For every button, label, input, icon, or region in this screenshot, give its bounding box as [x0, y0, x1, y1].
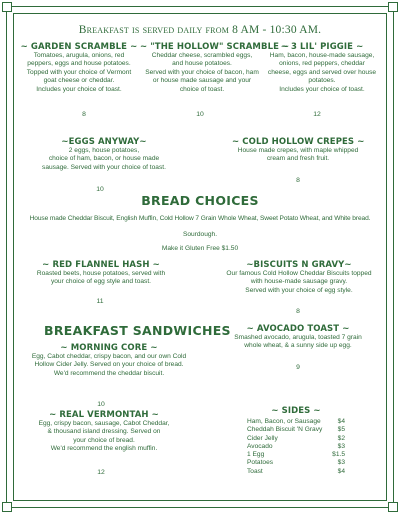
item-price: 11	[96, 298, 104, 305]
item-price: 10	[96, 186, 104, 193]
menu-item-avocado-toast	[224, 324, 372, 351]
item-price: 12	[313, 111, 321, 118]
item-description: House made crepes, with maple whipped cream and fresh fruit.	[237, 147, 359, 163]
item-description: Smashed avocado, arugula, toasted 7 grain whole wheat, & a sunny side up egg.	[234, 334, 362, 350]
menu-item-lil-piggie	[264, 42, 380, 94]
item-title: ~ RED FLANNEL HASH ~	[42, 260, 160, 270]
item-title: ~EGGS ANYWAY~	[61, 137, 147, 147]
bread-choices-sourdough: Sourdough.	[182, 231, 218, 238]
menu-item-biscuits-n-gravy	[220, 260, 378, 295]
bread-choices-heading: BREAD CHOICES	[141, 193, 259, 208]
item-price: 8	[82, 111, 86, 118]
item-description: Tomatoes, arugula, onions, red peppers, eggs and house potatoes. Topped with your choice of Vermont goat cheese or cheddar. Includes your choice of toast.	[26, 52, 132, 93]
menu-item-morning-core	[26, 343, 192, 378]
corner-ornament	[388, 502, 398, 512]
menu-item-red-flannel-hash	[26, 260, 176, 287]
breakfast-sandwiches-heading: BREAKFAST SANDWICHES	[44, 323, 231, 338]
item-description: Our famous Cold Hollow Cheddar Biscuits topped with house-made sausage gravy. Served with your choice of egg style.	[226, 270, 372, 294]
item-price: 9	[296, 364, 300, 371]
item-description: Cheddar cheese, scrambled eggs, and house potatoes. Served with your choice of bacon, ham or house made sausage and your choice of toast.	[145, 52, 259, 93]
item-description: Ham, bacon, house-made sausage, onions, red peppers, cheddar cheese, eggs and served over house potatoes. Includes your choice of toast.	[267, 52, 377, 93]
item-title: ~BISCUITS N GRAVY~	[246, 260, 352, 270]
item-title: ~ COLD HOLLOW CREPES ~	[232, 137, 365, 147]
corner-ornament	[2, 2, 12, 12]
menu-item-hollow-scramble	[140, 42, 290, 94]
list-item: Ham, Bacon, or Sausage $4	[247, 418, 345, 425]
item-description: 2 eggs, house potatoes, choice of ham, bacon, or house made sausage. Served with your choice of toast.	[42, 147, 166, 171]
item-price: 10	[196, 111, 204, 118]
list-item: Cider Jelly $2	[247, 434, 345, 442]
bread-choices-list: House made Cheddar Biscuit, English Muffin, Cold Hollow 7 Grain Whole Wheat, Sweet Potato Wheat, and White bread.	[29, 215, 371, 222]
list-item: Cheddah Biscuit 'N Gravy $5	[247, 426, 345, 434]
menu-item-cold-hollow-crepes	[232, 137, 364, 164]
item-price: 12	[97, 469, 105, 476]
list-item: Potatoes $3	[247, 459, 345, 467]
item-price: 8	[296, 177, 300, 184]
list-item: Avocado $3	[247, 442, 345, 450]
item-description: Egg, crispy bacon, sausage, Cabot Cheddar, & thousand island dressing. Served on your choice of bread. We'd recommend the english muffin.	[38, 420, 170, 453]
item-description: Egg, Cabot cheddar, crispy bacon, and our own Cold Hollow Cider Jelly. Served on your choice of bread. We'd recommend the cheddar biscuit.	[31, 353, 187, 377]
item-title: ~ GARDEN SCRAMBLE ~	[20, 42, 138, 52]
menu-item-eggs-anyway	[30, 137, 178, 172]
item-price: 10	[97, 401, 105, 408]
item-title: ~ "THE HOLLOW" SCRAMBLE ~	[140, 42, 290, 52]
list-item: Toast $4	[247, 467, 345, 475]
item-title: ~ REAL VERMONTAH ~	[49, 410, 159, 420]
corner-ornament	[2, 502, 12, 512]
menu-item-real-vermontah	[34, 410, 174, 454]
item-price: 8	[296, 308, 300, 315]
service-hours-header: Breakfast is served daily from 8 AM - 10:30 AM.	[78, 24, 322, 36]
sides-heading: ~ SIDES ~	[271, 406, 321, 416]
corner-ornament	[388, 2, 398, 12]
list-item: 1 Egg $1.5	[247, 451, 345, 459]
item-description: Roasted beets, house potatoes, served with your choice of egg style and toast.	[36, 270, 166, 286]
menu-item-garden-scramble	[20, 42, 138, 94]
item-title: ~ MORNING CORE ~	[60, 343, 158, 353]
gluten-free-option: Make it Gluten Free $1.50	[161, 245, 239, 252]
item-title: ~ AVOCADO TOAST ~	[246, 324, 350, 334]
item-title: ~ 3 LIL' PIGGIE ~	[280, 42, 364, 52]
sides-list	[247, 418, 345, 476]
